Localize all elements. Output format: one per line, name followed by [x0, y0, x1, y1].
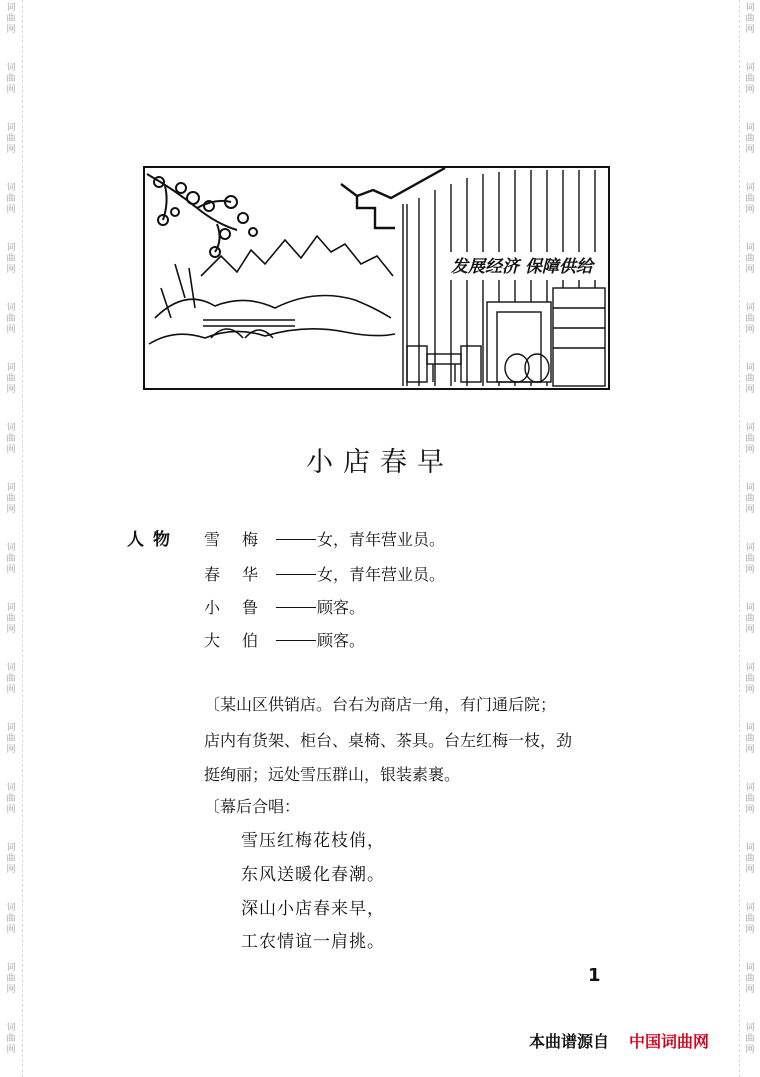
watermark-glyph: 词 [6, 963, 16, 973]
watermark-glyph: 词 [745, 963, 755, 973]
dash-separator [276, 640, 316, 641]
cast-entry [204, 562, 445, 585]
mountains-icon [149, 236, 395, 344]
watermark-glyph: 词 [6, 483, 16, 493]
watermark-glyph: 网 [745, 745, 755, 755]
cast-entry [204, 595, 365, 618]
watermark-glyph: 网 [745, 445, 755, 455]
watermark-group [743, 243, 757, 276]
watermark-glyph: 词 [6, 3, 16, 13]
watermark-glyph: 网 [6, 985, 16, 995]
watermark-glyph: 网 [745, 325, 755, 335]
watermark-glyph: 曲 [6, 794, 16, 804]
watermark-glyph: 曲 [745, 614, 755, 624]
song-line: 深山小店春来早， [241, 899, 385, 919]
watermark-glyph: 词 [745, 63, 755, 73]
source-note [529, 1029, 709, 1052]
watermark-glyph: 曲 [6, 494, 16, 504]
watermark-glyph: 词 [745, 363, 755, 373]
cast-name: 小鲁 [204, 598, 281, 617]
song-line: 工农情谊一肩挑。 [241, 932, 385, 952]
watermark-group [743, 363, 757, 396]
illustration-drawing [145, 168, 608, 388]
watermark-glyph: 词 [6, 903, 16, 913]
watermark-group [743, 63, 757, 96]
watermark-group [4, 903, 18, 936]
watermark-glyph: 曲 [6, 734, 16, 744]
watermark-group [4, 123, 18, 156]
watermark-glyph: 网 [6, 145, 16, 155]
watermark-glyph: 曲 [745, 914, 755, 924]
watermark-glyph: 词 [6, 303, 16, 313]
watermark-group [743, 1023, 757, 1056]
watermark-glyph: 词 [6, 843, 16, 853]
watermark-glyph: 曲 [6, 614, 16, 624]
watermark-group [4, 963, 18, 996]
watermark-glyph: 曲 [6, 914, 16, 924]
watermark-glyph: 网 [6, 265, 16, 275]
play-title: 小店春早 [306, 447, 454, 478]
watermark-glyph: 曲 [745, 254, 755, 264]
watermark-glyph: 词 [6, 603, 16, 613]
cast-label: 人物 [127, 530, 179, 550]
watermark-glyph: 网 [6, 745, 16, 755]
stage-direction-line: 〔某山区供销店。台右为商店一角，有门通后院； [204, 695, 557, 714]
watermark-glyph: 网 [745, 625, 755, 635]
watermark-glyph: 曲 [6, 314, 16, 324]
watermark-group [4, 663, 18, 696]
watermark-group [4, 843, 18, 876]
watermark-glyph: 词 [745, 543, 755, 553]
site-name-link[interactable]: 中国词曲网 [629, 1032, 710, 1051]
watermark-group [743, 843, 757, 876]
watermark-glyph: 曲 [745, 1034, 755, 1044]
watermark-glyph: 网 [745, 685, 755, 695]
watermark-glyph: 词 [745, 843, 755, 853]
watermark-glyph: 网 [6, 565, 16, 575]
watermark-group [4, 603, 18, 636]
watermark-glyph: 词 [6, 723, 16, 733]
watermark-glyph: 曲 [745, 554, 755, 564]
watermark-group [743, 903, 757, 936]
watermark-glyph: 曲 [745, 134, 755, 144]
watermark-glyph: 网 [6, 505, 16, 515]
watermark-glyph: 词 [745, 783, 755, 793]
watermark-group [743, 603, 757, 636]
watermark-glyph: 网 [6, 865, 16, 875]
watermark-glyph: 词 [745, 483, 755, 493]
watermark-glyph: 曲 [745, 194, 755, 204]
watermark-glyph: 网 [6, 205, 16, 215]
watermark-glyph: 网 [745, 925, 755, 935]
watermark-glyph: 词 [745, 303, 755, 313]
watermark-glyph: 网 [6, 685, 16, 695]
watermark-group [4, 63, 18, 96]
watermark-group [4, 243, 18, 276]
watermark-glyph: 词 [745, 243, 755, 253]
watermark-group [743, 3, 757, 36]
watermark-glyph: 网 [745, 265, 755, 275]
cast-entry [204, 628, 365, 651]
watermark-glyph: 网 [6, 445, 16, 455]
watermark-glyph: 曲 [745, 434, 755, 444]
watermark-glyph: 网 [6, 385, 16, 395]
bridge-icon [203, 320, 295, 338]
watermark-glyph: 曲 [745, 734, 755, 744]
watermark-group [743, 963, 757, 996]
stage-direction-line: 店内有货架、柜台、桌椅、茶具。台左红梅一枝，劲 [204, 731, 573, 750]
dash-separator [276, 574, 316, 575]
watermark-glyph: 网 [745, 85, 755, 95]
watermark-glyph: 网 [745, 385, 755, 395]
watermark-glyph: 曲 [6, 554, 16, 564]
watermark-group [743, 543, 757, 576]
watermark-glyph: 网 [6, 85, 16, 95]
watermark-glyph: 词 [745, 3, 755, 13]
watermark-group [4, 723, 18, 756]
watermark-glyph: 网 [6, 625, 16, 635]
cast-desc: 女，青年营业员。 [317, 565, 446, 584]
watermark-glyph: 曲 [6, 74, 16, 84]
eave-icon [341, 168, 445, 228]
watermark-glyph: 词 [745, 423, 755, 433]
watermark-glyph: 曲 [6, 134, 16, 144]
watermark-glyph: 网 [745, 505, 755, 515]
watermark-group [4, 3, 18, 36]
watermark-group [743, 183, 757, 216]
watermark-glyph: 网 [745, 205, 755, 215]
watermark-glyph: 网 [745, 1045, 755, 1055]
watermark-glyph: 曲 [745, 974, 755, 984]
watermark-glyph: 网 [745, 985, 755, 995]
watermark-glyph: 词 [6, 123, 16, 133]
watermark-glyph: 曲 [745, 674, 755, 684]
watermark-glyph: 曲 [6, 674, 16, 684]
watermark-glyph: 网 [6, 925, 16, 935]
watermark-glyph: 网 [745, 805, 755, 815]
header-illustration [143, 166, 610, 390]
cast-entry [204, 527, 445, 550]
dash-separator [276, 539, 316, 540]
watermark-group [4, 1023, 18, 1056]
watermark-glyph: 网 [745, 565, 755, 575]
stage-direction-line: 挺绚丽；远处雪压群山，银装素裹。 [204, 765, 461, 784]
watermark-group [743, 483, 757, 516]
watermark-glyph: 词 [745, 123, 755, 133]
watermark-glyph: 词 [6, 363, 16, 373]
page-number: 1 [588, 965, 601, 986]
watermark-glyph: 曲 [6, 14, 16, 24]
watermark-glyph: 词 [6, 543, 16, 553]
watermark-group [4, 783, 18, 816]
song-line: 雪压红梅花枝俏， [241, 831, 385, 851]
left-watermark-strip [0, 0, 23, 1077]
watermark-glyph: 词 [6, 423, 16, 433]
watermark-glyph: 曲 [745, 374, 755, 384]
watermark-glyph: 网 [745, 145, 755, 155]
watermark-group [4, 183, 18, 216]
watermark-glyph: 曲 [6, 854, 16, 864]
watermark-group [4, 543, 18, 576]
watermark-group [743, 783, 757, 816]
watermark-glyph: 曲 [6, 374, 16, 384]
watermark-glyph: 词 [6, 663, 16, 673]
watermark-glyph: 曲 [745, 854, 755, 864]
watermark-glyph: 网 [6, 1045, 16, 1055]
watermark-glyph: 词 [745, 663, 755, 673]
cast-desc: 顾客。 [317, 631, 366, 650]
watermark-glyph: 词 [6, 783, 16, 793]
watermark-glyph: 曲 [6, 254, 16, 264]
cast-name: 大伯 [204, 631, 281, 650]
watermark-glyph: 网 [6, 325, 16, 335]
watermark-glyph: 曲 [745, 494, 755, 504]
watermark-glyph: 词 [745, 603, 755, 613]
watermark-glyph: 网 [745, 865, 755, 875]
watermark-glyph: 词 [745, 723, 755, 733]
watermark-group [743, 303, 757, 336]
cast-desc: 顾客。 [317, 598, 366, 617]
watermark-glyph: 曲 [745, 314, 755, 324]
cast-name: 雪梅 [204, 530, 281, 549]
watermark-glyph: 词 [6, 243, 16, 253]
chorus-cue: 〔幕后合唱： [204, 797, 301, 816]
source-label: 本曲谱源自 [529, 1032, 610, 1051]
watermark-group [4, 483, 18, 516]
watermark-group [743, 723, 757, 756]
dash-separator [276, 607, 316, 608]
watermark-glyph: 网 [745, 25, 755, 35]
watermark-glyph: 曲 [6, 1034, 16, 1044]
watermark-glyph: 曲 [745, 794, 755, 804]
illustration-banner: 发展经济 保障供给 [451, 257, 593, 277]
song-line: 东风送暖化春潮。 [241, 865, 385, 885]
watermark-glyph: 网 [6, 805, 16, 815]
watermark-glyph: 网 [6, 25, 16, 35]
watermark-group [4, 363, 18, 396]
watermark-glyph: 曲 [6, 974, 16, 984]
cast-desc: 女，青年营业员。 [317, 530, 446, 549]
watermark-group [743, 123, 757, 156]
watermark-glyph: 曲 [6, 194, 16, 204]
watermark-glyph: 词 [745, 183, 755, 193]
watermark-glyph: 曲 [6, 434, 16, 444]
watermark-glyph: 曲 [745, 14, 755, 24]
watermark-glyph: 词 [745, 903, 755, 913]
watermark-glyph: 词 [6, 183, 16, 193]
watermark-glyph: 曲 [745, 74, 755, 84]
right-watermark-strip [739, 0, 760, 1077]
plum-branch-icon [147, 174, 257, 257]
watermark-glyph: 词 [6, 1023, 16, 1033]
cast-name: 春华 [204, 565, 281, 584]
watermark-group [4, 303, 18, 336]
watermark-glyph: 词 [6, 63, 16, 73]
watermark-glyph: 词 [745, 1023, 755, 1033]
watermark-group [743, 663, 757, 696]
